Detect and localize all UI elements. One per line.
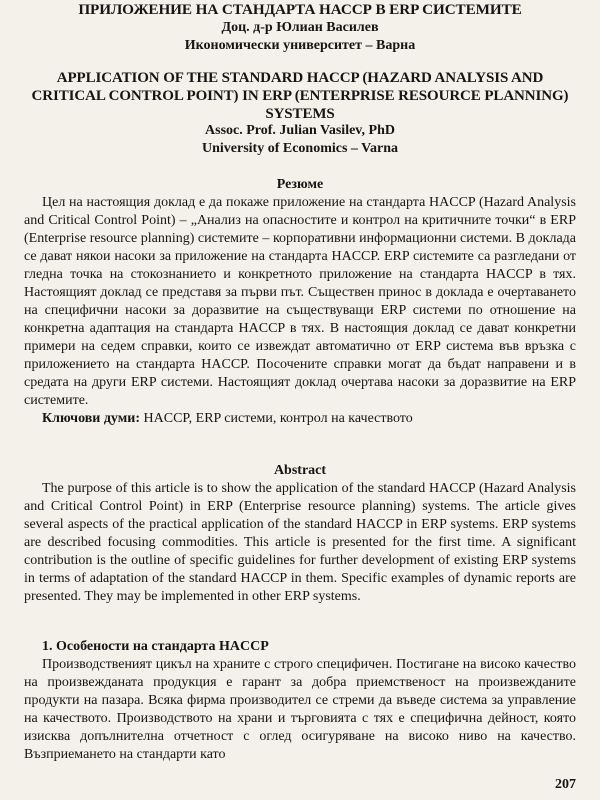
resume-heading: Резюме (276, 177, 324, 192)
abstract-section (24, 462, 576, 606)
abstract-heading: Abstract (273, 463, 327, 478)
author-english: Assoc. Prof. Julian Vasilev, PhD (205, 123, 395, 138)
university-english: University of Economics – Varna (202, 141, 398, 156)
resume-text: Цел на настоящия доклад е да покаже приложение на стандарта HACCP (Hazard Analysis and Critical Control Point) – „Анализ на опасностите и контрол на критичните точки“ в ERP (Enterprise resource planning) системите – корпоративни информационни системи. В доклада се дават някои насоки за приложение на стандарта HACCP. ERP системите са разгледани от гледна точка на стокознанието и конкретното приложение на стандарта HACCP в тях. Настоящият доклад се представя за първи път. Съществен принос в доклада е очертаването на специфични насоки за доразвитие на съществуващи ERP системи по отношение на конкретна адаптация на стандарта HACCP в тях. В настоящия доклад се дават конкретни примери на седем справки, които се извеждат автоматично от ERP система във връзка с приложението на стандарта HACCP. Посочените справки могат да бъдат направени и в средата на други ERP системи. Настоящият доклад очертава насоки за доразвитие на ERP системите. (24, 195, 576, 408)
title-bulgarian: ПРИЛОЖЕНИЕ НА СТАНДАРТА НАССР В ERP СИСТЕМИТЕ (78, 1, 522, 18)
author-bulgarian: Доц. д-р Юлиан Василев (221, 20, 379, 35)
keywords-text: HACCP, ERP системи, контрол на качеството (143, 411, 413, 426)
resume-keywords (24, 410, 576, 428)
abstract-text: The purpose of this article is to show the application of the standard HACCP (Hazard Analysis and Critical Control Point) in ERP (Enterprise resource planning) systems. The article gives several aspects of the practical application of the standard HACCP in ERP systems. ERP systems are described focusing commodities. This article is presented for the first time. A significant contribution is the outline of specific guidelines for further development of existing ERP systems in terms of adaptation of the standard HACCP in them. Specific examples of dynamic reports are presented. They may be implemented in other ERP systems. (24, 481, 576, 604)
resume-section (24, 176, 576, 428)
section-1-heading: 1. Особености на стандарта HACCP (42, 639, 269, 654)
keywords-label: Ключови думи: (42, 411, 141, 426)
page-number: 207 (555, 777, 576, 792)
section-1 (24, 638, 576, 764)
title-english: APPLICATION OF THE STANDARD HACCP (HAZARD ANALYSIS AND CRITICAL CONTROL POINT) IN ERP (ENTERPRISE RESOURCE PLANNING) SYSTEMS (31, 70, 569, 122)
section-1-text: Производственият цикъл на храните с строго специфичен. Постигане на високо качество на произвежданата продукция е гарант за добра приемственост на произвежданите продукти на пазара. Всяка фирма производител се стреми да въведе система за управление на качеството. Производството на храни и търговията с тях е специфична дейност, която изисква допълнителна отчетност с оглед осигуряване на високо ниво на качество. Възприемането на стандарти като (24, 657, 576, 762)
university-bulgarian: Икономически университет – Варна (184, 38, 416, 53)
